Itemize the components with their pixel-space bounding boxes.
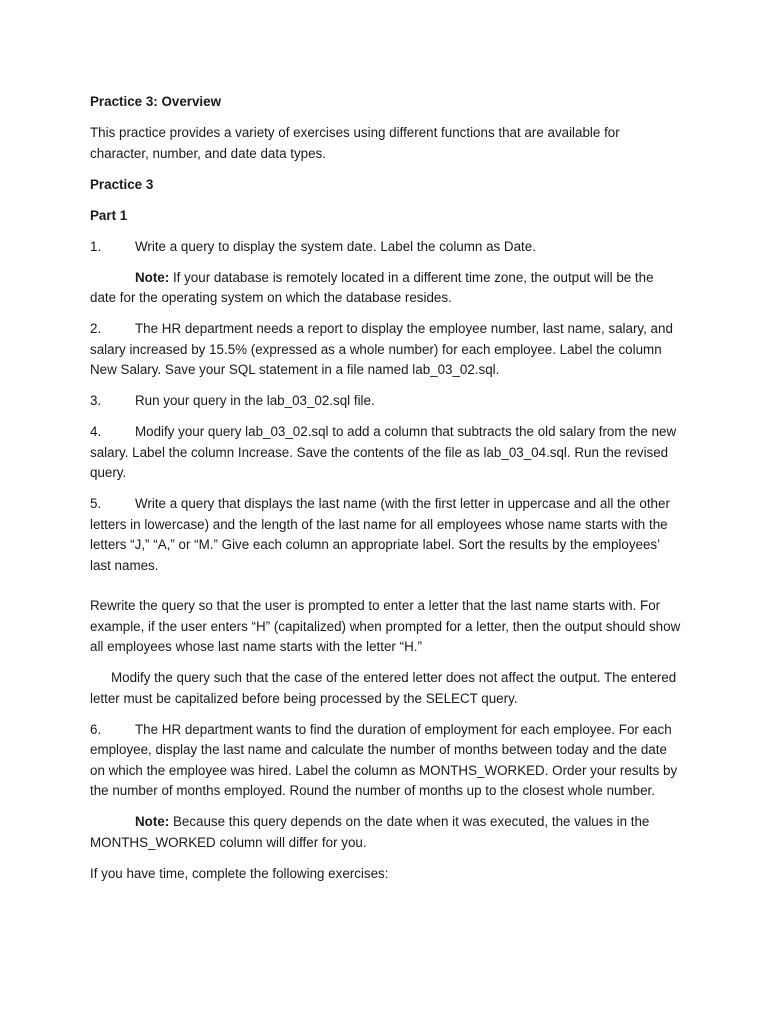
item-text: The HR department wants to find the duration of employment for each employee. For each employee, display the last name and calculate the number of months between today and the date on which the employee was hired. Label the column as MONTHS_WORKED. Order your results by the number of months employed. Round the number of months up to the closest whole number. [90, 721, 678, 798]
part-heading: Part 1 [90, 207, 128, 223]
note-text: Because this query depends on the date when it was executed, the values in the MONTHS_WORKED column will differ for you. [90, 814, 650, 850]
item-number: 4. [90, 424, 102, 439]
intro-paragraph: This practice provides a variety of exercises using different functions that are available for character, number, and date data types. [90, 125, 620, 161]
item-text: Write a query that displays the last name (with the first letter in uppercase and all the other letters in lowercase) and the length of the last name for all employees whose name starts with the letters “J,” “A,” or “M.” Give each column an appropriate label. Sort the results by the employees’ last names. [90, 496, 670, 573]
exercise-item-5 [90, 494, 682, 576]
item-number: 5. [90, 496, 102, 511]
item-text: The HR department needs a report to display the employee number, last name, salary, and salary increased by 15.5% (expressed as a whole number) for each employee. Label the column New Salary. Save your SQL statement in a file named lab_03_02.sql. [90, 321, 673, 377]
document-title: Practice 3: Overview [90, 94, 222, 109]
note-label: Note: [135, 814, 170, 829]
exercise-item-3 [90, 391, 682, 412]
item-number: 2. [90, 321, 102, 336]
document-page [90, 92, 682, 895]
exercise-item-1 [90, 237, 682, 258]
item-text: Modify your query lab_03_02.sql to add a column that subtracts the old salary from the new salary. Label the column Increase. Save the contents of the file as lab_03_04.sql. Run the revised query. [90, 424, 677, 480]
closing-paragraph: If you have time, complete the following exercises: [90, 865, 389, 881]
item-number: 3. [90, 393, 102, 408]
modify-case-paragraph: Modify the query such that the case of the entered letter does not affect the output. The entered letter must be capitalized before being processed by the SELECT query. [90, 670, 677, 706]
item-text: Run your query in the lab_03_02.sql file. [135, 393, 375, 408]
rewrite-paragraph: Rewrite the query so that the user is prompted to enter a letter that the last name starts with. For example, if the user enters “H” (capitalized) when prompted for a letter, then the output should show all employees whose last name starts with the letter “H.” [90, 598, 681, 654]
exercise-item-4 [90, 422, 682, 484]
note-months-worked [90, 812, 682, 853]
note-text: If your database is remotely located in a different time zone, the output will be the date for the operating system on which the database resides. [90, 269, 654, 305]
practice-heading: Practice 3 [90, 176, 154, 192]
note-timezone [90, 268, 682, 309]
exercise-item-2 [90, 319, 682, 381]
item-number: 1. [90, 238, 102, 254]
note-label: Note: [135, 269, 170, 285]
item-text: Write a query to display the system date. Label the column as Date. [135, 238, 536, 254]
item-number: 6. [90, 721, 102, 737]
exercise-item-6 [90, 720, 682, 802]
